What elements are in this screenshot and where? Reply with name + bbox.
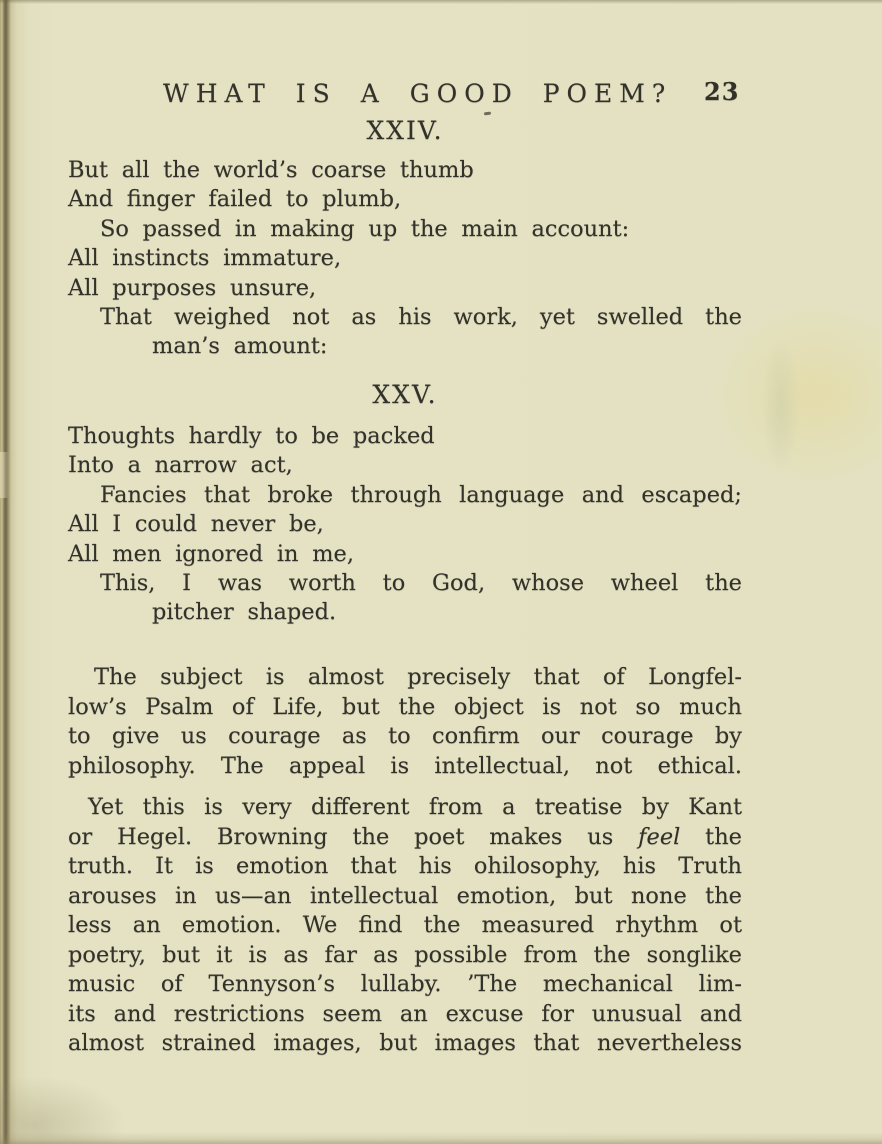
paragraph-line: almost strained images, but images that nevertheless [68,1030,742,1056]
paragraph-line: music of Tennyson’s lullaby. ’The mechanical lim- [68,971,742,997]
paragraph-line: philosophy. The appeal is intellectual, not ethical. [68,752,742,779]
poem-line: That weighed not as his work, yet swelled the [100,304,742,331]
paragraph-line [68,823,742,853]
paragraph-line: less an emotion. We find the measured rhythm ot [68,912,742,938]
stanza-xxv [68,422,742,628]
paragraph-line: arouses in us—an intellectual emotion, but none the [68,882,742,909]
commentary-paragraph-1 [68,663,742,781]
paragraph-line: low’s Psalm of Life, but the object is not so much [68,693,742,720]
poem-line: Fancies that broke through language and escaped; [100,481,742,508]
poem-line: Thoughts hardly to be packed [68,423,435,449]
stanza-xxiv [68,156,742,362]
line-text: the [680,823,742,850]
paragraph-line: poetry, but it is as far as possible from the songlike [68,941,742,968]
commentary-paragraph-2 [68,793,742,1059]
poem-line: pitcher shaped. [152,599,337,626]
poem-line: And finger failed to plumb, [68,186,402,213]
poem-line: So passed in making up the main account: [100,215,630,242]
emphasized-word: feel [638,823,681,850]
ink-speck [484,112,491,116]
stanza-heading-xxiv: XXIV. [366,116,444,145]
poem-line: This, I was worth to God, whose wheel the [100,570,742,597]
paragraph-line: to give us courage as to confirm our courage by [68,723,742,749]
line-text: or Hegel. Browning the poet makes us [68,823,639,850]
spine-notch [0,452,9,498]
poem-line: All men ignored in me, [68,540,354,567]
paragraph-line: The subject is almost precisely that of Longfel- [94,664,742,690]
poem-line: But all the world’s coarse thumb [68,157,474,183]
paragraph-line: its and restrictions seem an excuse for unusual and [68,1000,742,1027]
running-header-title: WHAT IS A GOOD POEM? [163,79,673,108]
poem-line: Into a narrow act, [68,452,293,479]
paragraph-line: Yet this is very different from a treatise by Kant [88,794,742,820]
stanza-heading-xxv: XXV. [372,380,438,409]
poem-line: All I could never be, [68,511,324,538]
paragraph-line: truth. It is emotion that his ohilosophy, his Truth [68,853,742,879]
poem-line: All purposes unsure, [68,274,317,301]
page-number: 23 [704,77,740,106]
poem-line: man’s amount: [152,333,328,360]
poem-line: All instincts immature, [68,245,342,272]
